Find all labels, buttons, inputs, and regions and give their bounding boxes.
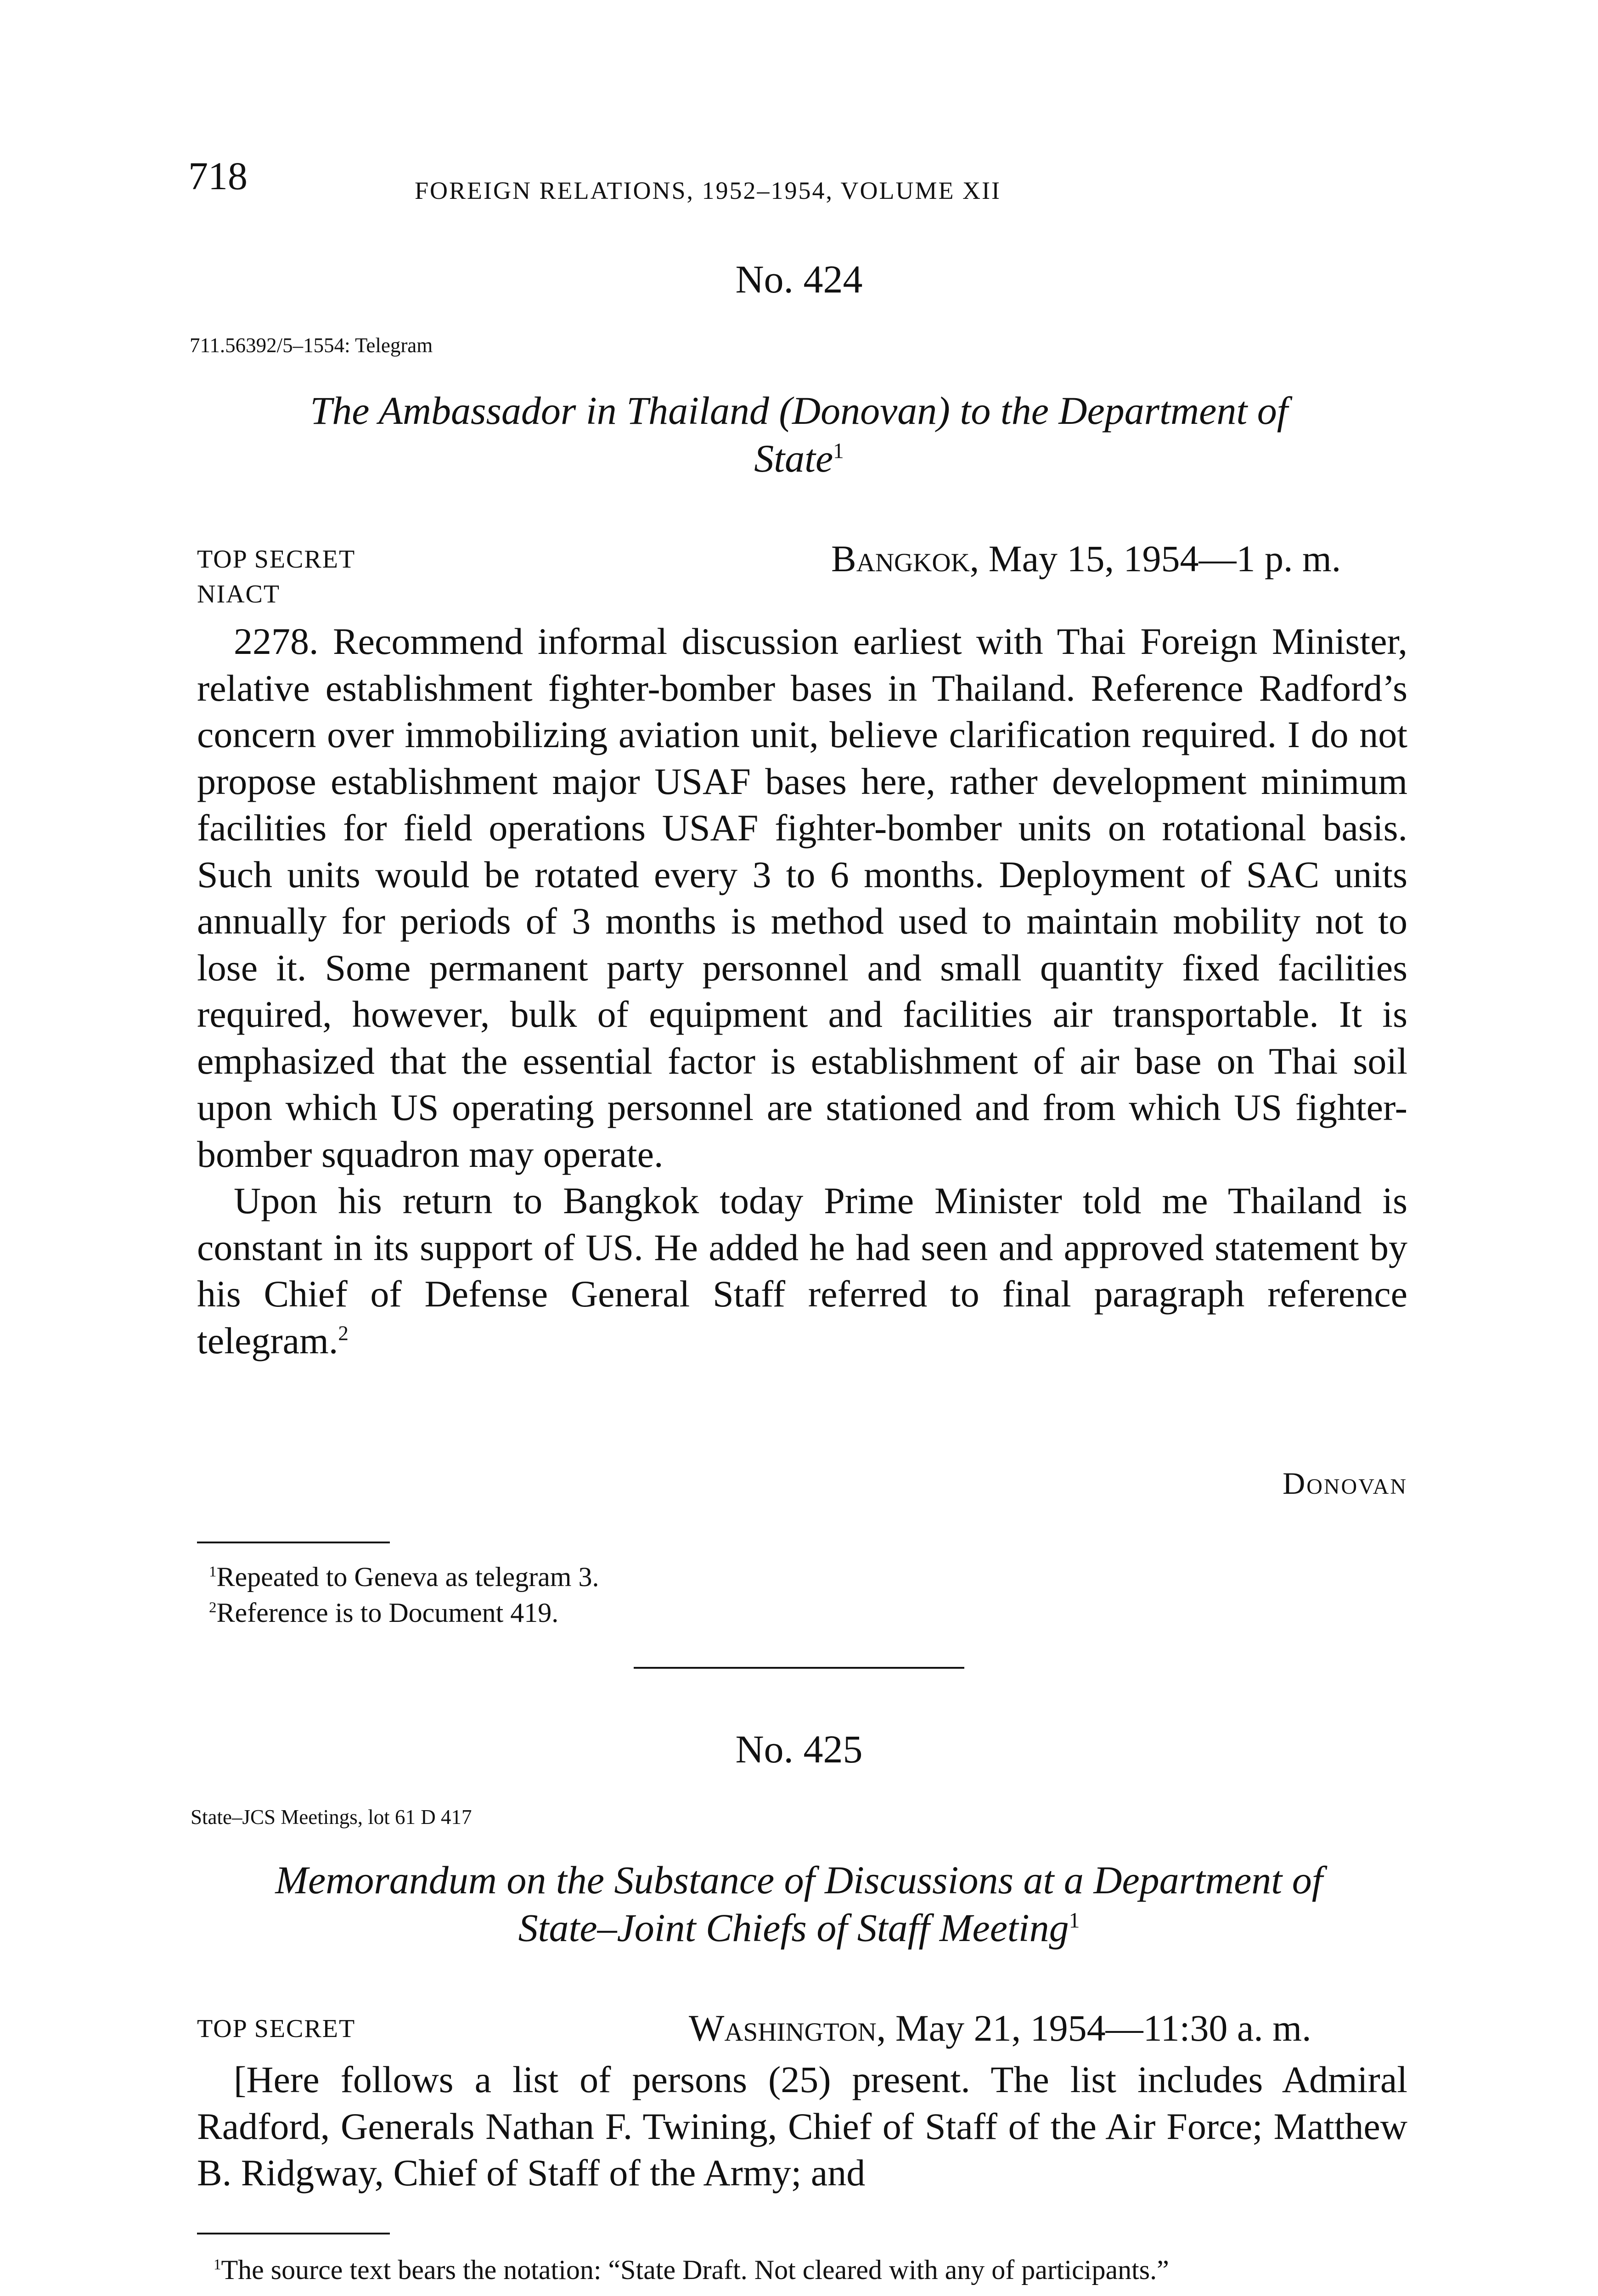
- telegram-body-424: [197, 618, 1407, 1364]
- place-city-424: Bangkok: [831, 538, 970, 580]
- document-title-424-line2: [138, 434, 1460, 482]
- running-title: FOREIGN RELATIONS, 1952–1954, VOLUME XII: [415, 177, 1001, 204]
- document-title-425-line1: Memorandum on the Substance of Discussions at a Department of: [275, 1858, 1323, 1902]
- place-date-425: , May 21, 1954—11:30 a. m.: [876, 2007, 1311, 2049]
- place-city-425: Washington: [689, 2007, 877, 2049]
- footnote-424-2: [209, 1595, 558, 1631]
- footnote-425-1: [197, 2252, 1407, 2288]
- document-title-425-line2: [138, 1904, 1460, 1952]
- classification-425: TOP SECRET: [197, 2015, 356, 2043]
- dateline-425: [689, 2009, 1311, 2047]
- footnote-mark: 2: [338, 1322, 349, 1345]
- paragraph-425-1: [Here follows a list of persons (25) present. The list includes Admiral Radford, Generals Nathan F. Twining, Chief of Staff of the Air Force; Matthew B. Ridgway, Chief of Staff of the Army; and: [197, 2059, 1407, 2194]
- document-title-424: [138, 387, 1460, 482]
- document-title-425-line2-text: State–Joint Chiefs of Staff Meeting: [518, 1906, 1069, 1950]
- page-number: 718: [188, 154, 248, 198]
- signature-424: Donovan: [1283, 1466, 1407, 1501]
- file-reference-424: 711.56392/5–1554: Telegram: [190, 334, 433, 357]
- footnote-rule: [197, 1542, 390, 1543]
- file-reference-425: State–JCS Meetings, lot 61 D 417: [191, 1806, 472, 1829]
- classification-424: TOP SECRET: [197, 545, 356, 574]
- footnote-text: The source text bears the notation: “State Draft. Not cleared with any of participants.”: [221, 2255, 1169, 2285]
- footnote-mark: 1: [214, 2257, 221, 2273]
- document-number-424: No. 424: [735, 257, 863, 301]
- document-title-424-line2-text: State: [754, 436, 833, 480]
- paragraph-424-2: [197, 1177, 1407, 1364]
- memorandum-body-425: [197, 2056, 1407, 2196]
- dateline-424: [831, 540, 1341, 578]
- document-number-425: No. 425: [735, 1727, 863, 1771]
- document-title-424-line1: The Ambassador in Thailand (Donovan) to the Department of: [310, 388, 1288, 433]
- footnote-text: Repeated to Geneva as telegram 3.: [216, 1562, 599, 1592]
- document-title-425: [138, 1856, 1460, 1952]
- footnote-425-1-text: [197, 2252, 1407, 2288]
- footnote-rule: [197, 2233, 390, 2234]
- footnote-424-1: [209, 1559, 599, 1595]
- place-date-424: , May 15, 1954—1 p. m.: [969, 538, 1341, 580]
- footnote-mark: 1: [209, 1564, 217, 1580]
- footnote-mark: 2: [209, 1599, 217, 1616]
- section-separator: [634, 1667, 964, 1669]
- footnote-mark: 1: [1069, 1908, 1080, 1933]
- footnote-mark: 1: [833, 439, 844, 463]
- footnote-text: Reference is to Document 419.: [216, 1598, 559, 1628]
- paragraph-424-2-text: Upon his return to Bangkok today Prime Minister told me Thailand is constant in its support of US. He added he had seen and approved statement by his Chief of Defense General Staff referred to final paragraph reference telegram.: [197, 1180, 1407, 1362]
- precedence-424: NIACT: [197, 580, 281, 608]
- paragraph-424-1: 2278. Recommend informal discussion earliest with Thai Foreign Minister, relative establishment fighter-bomber bases in Thailand. Reference Radford’s concern over immobilizing aviation unit, believe clarification required. I do not propose establishment major USAF bases here, rather development minimum facilities for field operations USAF fighter-bomber units on rotational basis. Such units would be rotated every 3 to 6 months. Deployment of SAC units annually for periods of 3 months is method used to maintain mobility not to lose it. Some permanent party personnel and small quantity fixed facilities required, however, bulk of equipment and facilities air transportable. It is emphasized that the essential factor is establishment of air base on Thai soil upon which US operating personnel are stationed and from which US fighter-bomber squadron may operate.: [197, 620, 1407, 1175]
